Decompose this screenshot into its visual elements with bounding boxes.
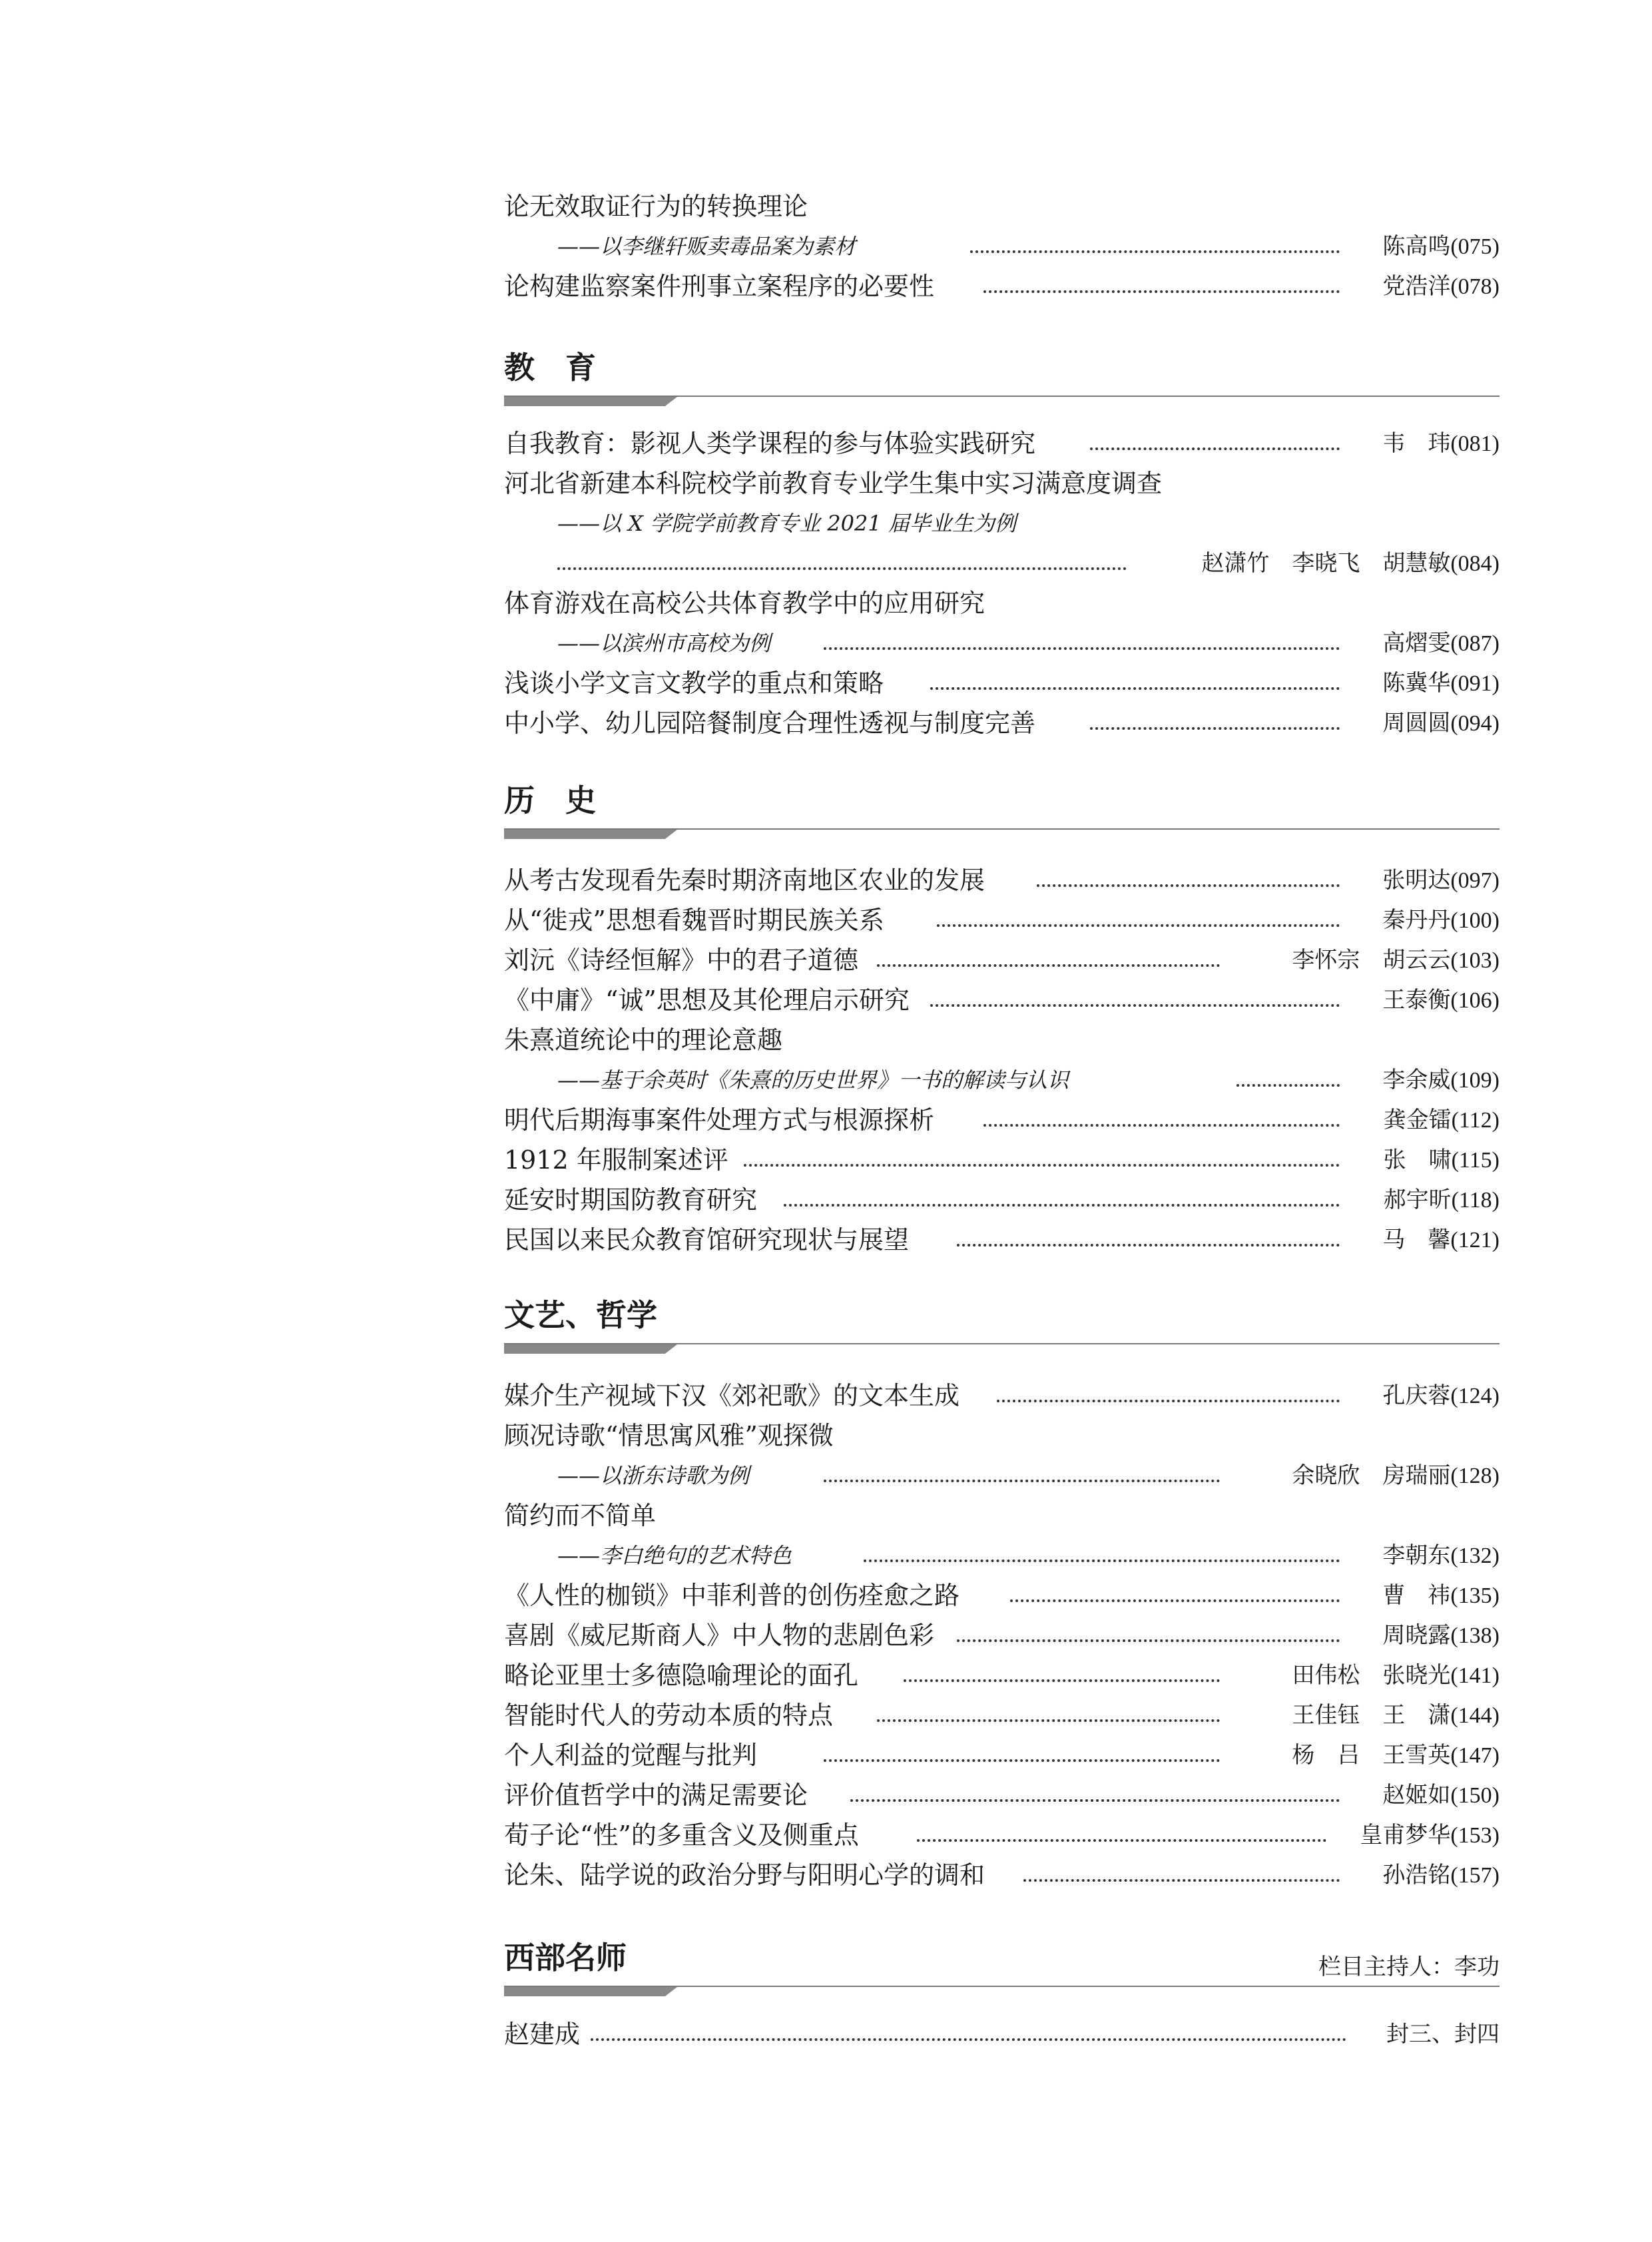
- toc-entry[interactable]: [504, 1180, 1500, 1220]
- entry-page: (112): [1451, 1108, 1500, 1133]
- dot-leader: [937, 898, 1340, 927]
- entry-authors: 余晓欣 房瑞丽: [1292, 1462, 1451, 1489]
- entry-page: (078): [1450, 274, 1500, 299]
- toc-entry-subtitle-line[interactable]: [504, 226, 1500, 266]
- entry-authors: 李朝东: [1382, 1542, 1451, 1569]
- entry-title: 顾况诗歌“情思寓风雅”观探微: [504, 1421, 834, 1450]
- entry-authors: 马 馨: [1382, 1227, 1451, 1253]
- entry-title: 评价值哲学中的满足需要论: [504, 1781, 808, 1810]
- dot-leader: [1090, 421, 1340, 450]
- entry-page: (084): [1450, 551, 1500, 576]
- toc-entry[interactable]: [504, 1376, 1500, 1416]
- column-host: 栏目主持人：李功: [1318, 1954, 1500, 1980]
- top-entries: [504, 186, 1500, 306]
- section-rule: [504, 828, 1500, 842]
- toc-entry[interactable]: [504, 1695, 1500, 1735]
- entry-meta: [1376, 1781, 1500, 1811]
- entry-authors: 周晓露: [1382, 1622, 1451, 1649]
- dot-leader: [904, 1653, 1220, 1682]
- toc-entry-author-line[interactable]: [504, 543, 1500, 583]
- entry-title: 1912 年服制案述评: [504, 1145, 728, 1175]
- entry-authors: 杨 吕 王雪英: [1292, 1742, 1451, 1769]
- entry-page: (106): [1450, 988, 1500, 1013]
- entry-page: (141): [1450, 1663, 1500, 1688]
- toc-entry[interactable]: [504, 1220, 1500, 1260]
- dot-leader: [997, 1373, 1340, 1402]
- entry-page: (097): [1450, 868, 1500, 893]
- entry-title: 从考古发现看先秦时期济南地区农业的发展: [504, 866, 985, 895]
- toc-entry[interactable]: [504, 186, 1500, 226]
- entry-meta: [1376, 1621, 1500, 1651]
- entry-authors: 李怀宗 胡云云: [1292, 947, 1451, 974]
- toc-entry-subtitle-line[interactable]: [504, 1060, 1500, 1100]
- entry-subtitle: ——以滨州市高校为例: [557, 631, 771, 656]
- entry-title: 《人性的枷锁》中菲利普的创伤痊愈之路: [504, 1581, 960, 1610]
- entry-title: 自我教育：影视人类学课程的参与体验实践研究: [504, 429, 1036, 458]
- entry-meta: [1376, 429, 1500, 459]
- entry-authors: 曹 祎: [1382, 1582, 1451, 1609]
- entry-page: (115): [1451, 1148, 1500, 1173]
- entry-authors: 韦 玮: [1382, 430, 1451, 457]
- entry-meta: [1376, 906, 1500, 936]
- entry-authors: 周圆圆: [1382, 710, 1451, 736]
- dot-leader: [983, 1097, 1340, 1127]
- entry-meta: [1353, 1821, 1500, 1850]
- entry-meta: [1376, 866, 1500, 896]
- entry-title: 论构建监察案件刑事立案程序的必要性: [504, 272, 935, 301]
- entry-meta: [1376, 1381, 1500, 1411]
- entry-authors: 高熠雯: [1382, 630, 1451, 657]
- entry-authors: 党浩洋: [1382, 273, 1451, 300]
- entry-title: 喜剧《威尼斯商人》中人物的悲剧色彩: [504, 1621, 935, 1650]
- entry-meta: [1285, 1661, 1500, 1691]
- entry-subtitle: ——以 X 学院学前教育专业 2021 届毕业生为例: [557, 511, 1016, 536]
- entry-page: (144): [1450, 1703, 1500, 1728]
- section-heading: 西部名师: [504, 1940, 627, 1976]
- dot-leader: [1090, 701, 1340, 730]
- dot-leader: [1023, 1852, 1340, 1882]
- toc-entry[interactable]: [504, 463, 1500, 503]
- toc-entry[interactable]: [504, 266, 1500, 306]
- toc-entry[interactable]: [504, 1496, 1500, 1536]
- entry-meta: [1376, 1581, 1500, 1611]
- entry-authors: 王泰衡: [1382, 987, 1451, 1013]
- entry-meta: [1285, 1741, 1500, 1771]
- dot-leader: [930, 661, 1340, 690]
- history-entries: [504, 860, 1500, 1260]
- section-rule: [504, 396, 1500, 409]
- dot-leader: [557, 541, 1127, 570]
- entry-subtitle: ——以李继轩贩卖毒品案为素材: [557, 234, 856, 259]
- entry-title: 略论亚里士多德隐喻理论的面孔: [504, 1661, 859, 1690]
- section-history: [504, 780, 1500, 842]
- entry-title: 个人利益的觉醒与批判: [504, 1741, 758, 1770]
- toc-entry[interactable]: [504, 1100, 1500, 1140]
- entry-page: (109): [1450, 1068, 1500, 1093]
- dot-leader: [744, 1137, 1340, 1167]
- entry-authors: 赵姬如: [1382, 1782, 1451, 1809]
- education-entries: [504, 423, 1500, 743]
- entry-title: 延安时期国防教育研究: [504, 1185, 758, 1215]
- dot-leader: [824, 1733, 1220, 1762]
- dot-leader: [1237, 1057, 1340, 1087]
- entry-page: (135): [1450, 1583, 1500, 1608]
- entry-page: (094): [1450, 711, 1500, 736]
- toc-entry[interactable]: [504, 1020, 1500, 1060]
- arts-entries: [504, 1376, 1500, 1895]
- toc-entry[interactable]: [504, 583, 1500, 623]
- dot-leader: [1037, 858, 1340, 887]
- entry-meta: [1380, 2020, 1500, 2049]
- entry-authors: 张明达: [1382, 867, 1451, 894]
- toc-entry[interactable]: [504, 1735, 1500, 1775]
- entry-authors: 孙浩铭: [1382, 1862, 1451, 1888]
- entry-page: (091): [1450, 671, 1500, 696]
- entry-meta: [1377, 1145, 1500, 1175]
- entry-page: (121): [1450, 1228, 1500, 1253]
- dot-leader: [591, 2012, 1346, 2041]
- dot-leader: [957, 1613, 1340, 1642]
- toc-entry-subtitle-line[interactable]: [504, 1456, 1500, 1496]
- entry-title: 简约而不简单: [504, 1501, 657, 1530]
- entry-page: (153): [1450, 1823, 1500, 1848]
- entry-meta: [1376, 1225, 1500, 1255]
- entry-authors: 郝宇昕: [1383, 1187, 1452, 1213]
- dot-leader: [930, 978, 1340, 1007]
- section-rule: [504, 1343, 1500, 1356]
- entry-page: (150): [1450, 1783, 1500, 1808]
- entry-page: (124): [1450, 1384, 1500, 1408]
- entry-title: 刘沅《诗经恒解》中的君子道德: [504, 946, 859, 975]
- section-arts-philosophy: [504, 1295, 1500, 1356]
- entry-title: 明代后期海事案件处理方式与根源探析: [504, 1105, 935, 1135]
- section-heading: 文艺、哲学: [504, 1297, 657, 1333]
- entry-authors: 王佳钰 王 潇: [1292, 1702, 1451, 1729]
- entry-authors: 陈冀华: [1382, 670, 1451, 697]
- toc-entry[interactable]: [504, 1140, 1500, 1180]
- entry-page: (157): [1450, 1863, 1500, 1888]
- entry-meta: [1285, 1701, 1500, 1731]
- dot-leader: [917, 1813, 1326, 1842]
- toc-entry[interactable]: [504, 423, 1500, 463]
- dot-leader: [824, 621, 1340, 650]
- toc-entry[interactable]: [504, 663, 1500, 703]
- entry-authors: 李余威: [1382, 1067, 1451, 1093]
- entry-page: (118): [1451, 1188, 1500, 1213]
- toc-entry[interactable]: [504, 860, 1500, 900]
- dot-leader: [784, 1177, 1340, 1207]
- entry-page: (138): [1450, 1623, 1500, 1648]
- toc-entry[interactable]: [504, 980, 1500, 1020]
- dot-leader: [983, 264, 1340, 293]
- entry-title: 河北省新建本科院校学前教育专业学生集中实习满意度调查: [504, 469, 1163, 498]
- entry-subtitle: ——李白绝句的艺术特色: [557, 1543, 792, 1568]
- toc-entry[interactable]: [504, 1775, 1500, 1815]
- entry-meta: [1377, 1105, 1500, 1135]
- section-heading: 教 育: [504, 350, 596, 386]
- entry-authors: 孔庆蓉: [1382, 1382, 1451, 1409]
- toc-entry-subtitle-line[interactable]: [504, 503, 1500, 543]
- dot-leader: [970, 224, 1340, 253]
- dot-leader: [1010, 1573, 1340, 1602]
- dot-leader: [824, 1453, 1220, 1482]
- entry-title: 朱熹道统论中的理论意趣: [504, 1025, 783, 1055]
- toc-entry[interactable]: [504, 1815, 1500, 1855]
- toc-entry-subtitle-line[interactable]: [504, 1536, 1500, 1575]
- entry-authors: 皇甫梦华: [1360, 1822, 1451, 1848]
- dot-leader: [877, 938, 1220, 967]
- entry-meta: [1376, 1065, 1500, 1095]
- entry-authors: 秦丹丹: [1382, 907, 1451, 934]
- entry-meta: [1285, 946, 1500, 976]
- entry-title: 论朱、陆学说的政治分野与阳明心学的调和: [504, 1860, 985, 1890]
- entry-title: 论无效取证行为的转换理论: [504, 192, 808, 221]
- entry-meta: [1195, 549, 1500, 579]
- entry-meta: [1376, 272, 1500, 302]
- dot-leader: [850, 1773, 1340, 1802]
- entry-authors: 赵潇竹 李晓飞 胡慧敏: [1201, 550, 1451, 577]
- toc-entry[interactable]: [504, 1615, 1500, 1655]
- entry-title: 荀子论“性”的多重含义及侧重点: [504, 1821, 859, 1850]
- toc-entry[interactable]: [504, 1855, 1500, 1895]
- entry-meta: [1376, 629, 1500, 659]
- entry-title: 媒介生产视域下汉《郊祀歌》的文本生成: [504, 1381, 960, 1410]
- entry-authors: 田伟松 张晓光: [1292, 1662, 1451, 1689]
- entry-title: 体育游戏在高校公共体育教学中的应用研究: [504, 589, 985, 618]
- entry-authors: 陈高鸣: [1382, 233, 1451, 260]
- entry-authors: 封三、封四: [1386, 2021, 1500, 2048]
- entry-page: (075): [1450, 234, 1500, 259]
- entry-meta: [1376, 985, 1500, 1015]
- entry-title: 从“徙戎”思想看魏晋时期民族关系: [504, 906, 884, 935]
- entry-title: 民国以来民众教育馆研究现状与展望: [504, 1225, 910, 1255]
- entry-title: 中小学、幼儿园陪餐制度合理性透视与制度完善: [504, 708, 1036, 738]
- section-western-teachers: [504, 1938, 1500, 1999]
- entry-title: 浅谈小学文言文教学的重点和策略: [504, 669, 884, 698]
- entry-meta: [1376, 232, 1500, 262]
- entry-meta: [1285, 1461, 1500, 1491]
- section-heading: 历 史: [504, 782, 596, 818]
- toc-entry[interactable]: [504, 900, 1500, 940]
- section-rule: [504, 1986, 1500, 1999]
- entry-page: (103): [1450, 948, 1500, 973]
- dot-leader: [864, 1533, 1340, 1562]
- entry-meta: [1376, 1541, 1500, 1571]
- toc-entry[interactable]: [504, 1655, 1500, 1695]
- teachers-entries: [504, 2014, 1500, 2054]
- toc-entry-subtitle-line[interactable]: [504, 623, 1500, 663]
- section-education: [504, 348, 1500, 409]
- toc-entry[interactable]: [504, 2014, 1500, 2054]
- entry-page: (087): [1450, 631, 1500, 656]
- entry-meta: [1376, 708, 1500, 738]
- entry-page: (100): [1450, 908, 1500, 933]
- entry-meta: [1376, 1860, 1500, 1890]
- toc-entry[interactable]: [504, 940, 1500, 980]
- entry-title: 智能时代人的劳动本质的特点: [504, 1701, 834, 1730]
- entry-title: 赵建成: [504, 2020, 581, 2049]
- entry-page: (132): [1450, 1543, 1500, 1568]
- dot-leader: [877, 1693, 1220, 1722]
- entry-title: 《中庸》“诚”思想及其伦理启示研究: [504, 985, 910, 1015]
- toc-entry[interactable]: [504, 1575, 1500, 1615]
- toc-entry[interactable]: [504, 703, 1500, 743]
- entry-subtitle: ——以浙东诗歌为例: [557, 1463, 750, 1488]
- entry-meta: [1377, 1185, 1500, 1215]
- entry-page: (081): [1450, 431, 1500, 456]
- entry-meta: [1376, 669, 1500, 699]
- entry-subtitle: ——基于余英时《朱熹的历史世界》一书的解读与认识: [557, 1067, 1069, 1093]
- entry-authors: 龚金镭: [1383, 1107, 1452, 1133]
- entry-authors: 张 啸: [1383, 1147, 1452, 1173]
- entry-page: (147): [1450, 1743, 1500, 1768]
- dot-leader: [957, 1217, 1340, 1247]
- entry-page: (128): [1450, 1464, 1500, 1488]
- toc-entry[interactable]: [504, 1416, 1500, 1456]
